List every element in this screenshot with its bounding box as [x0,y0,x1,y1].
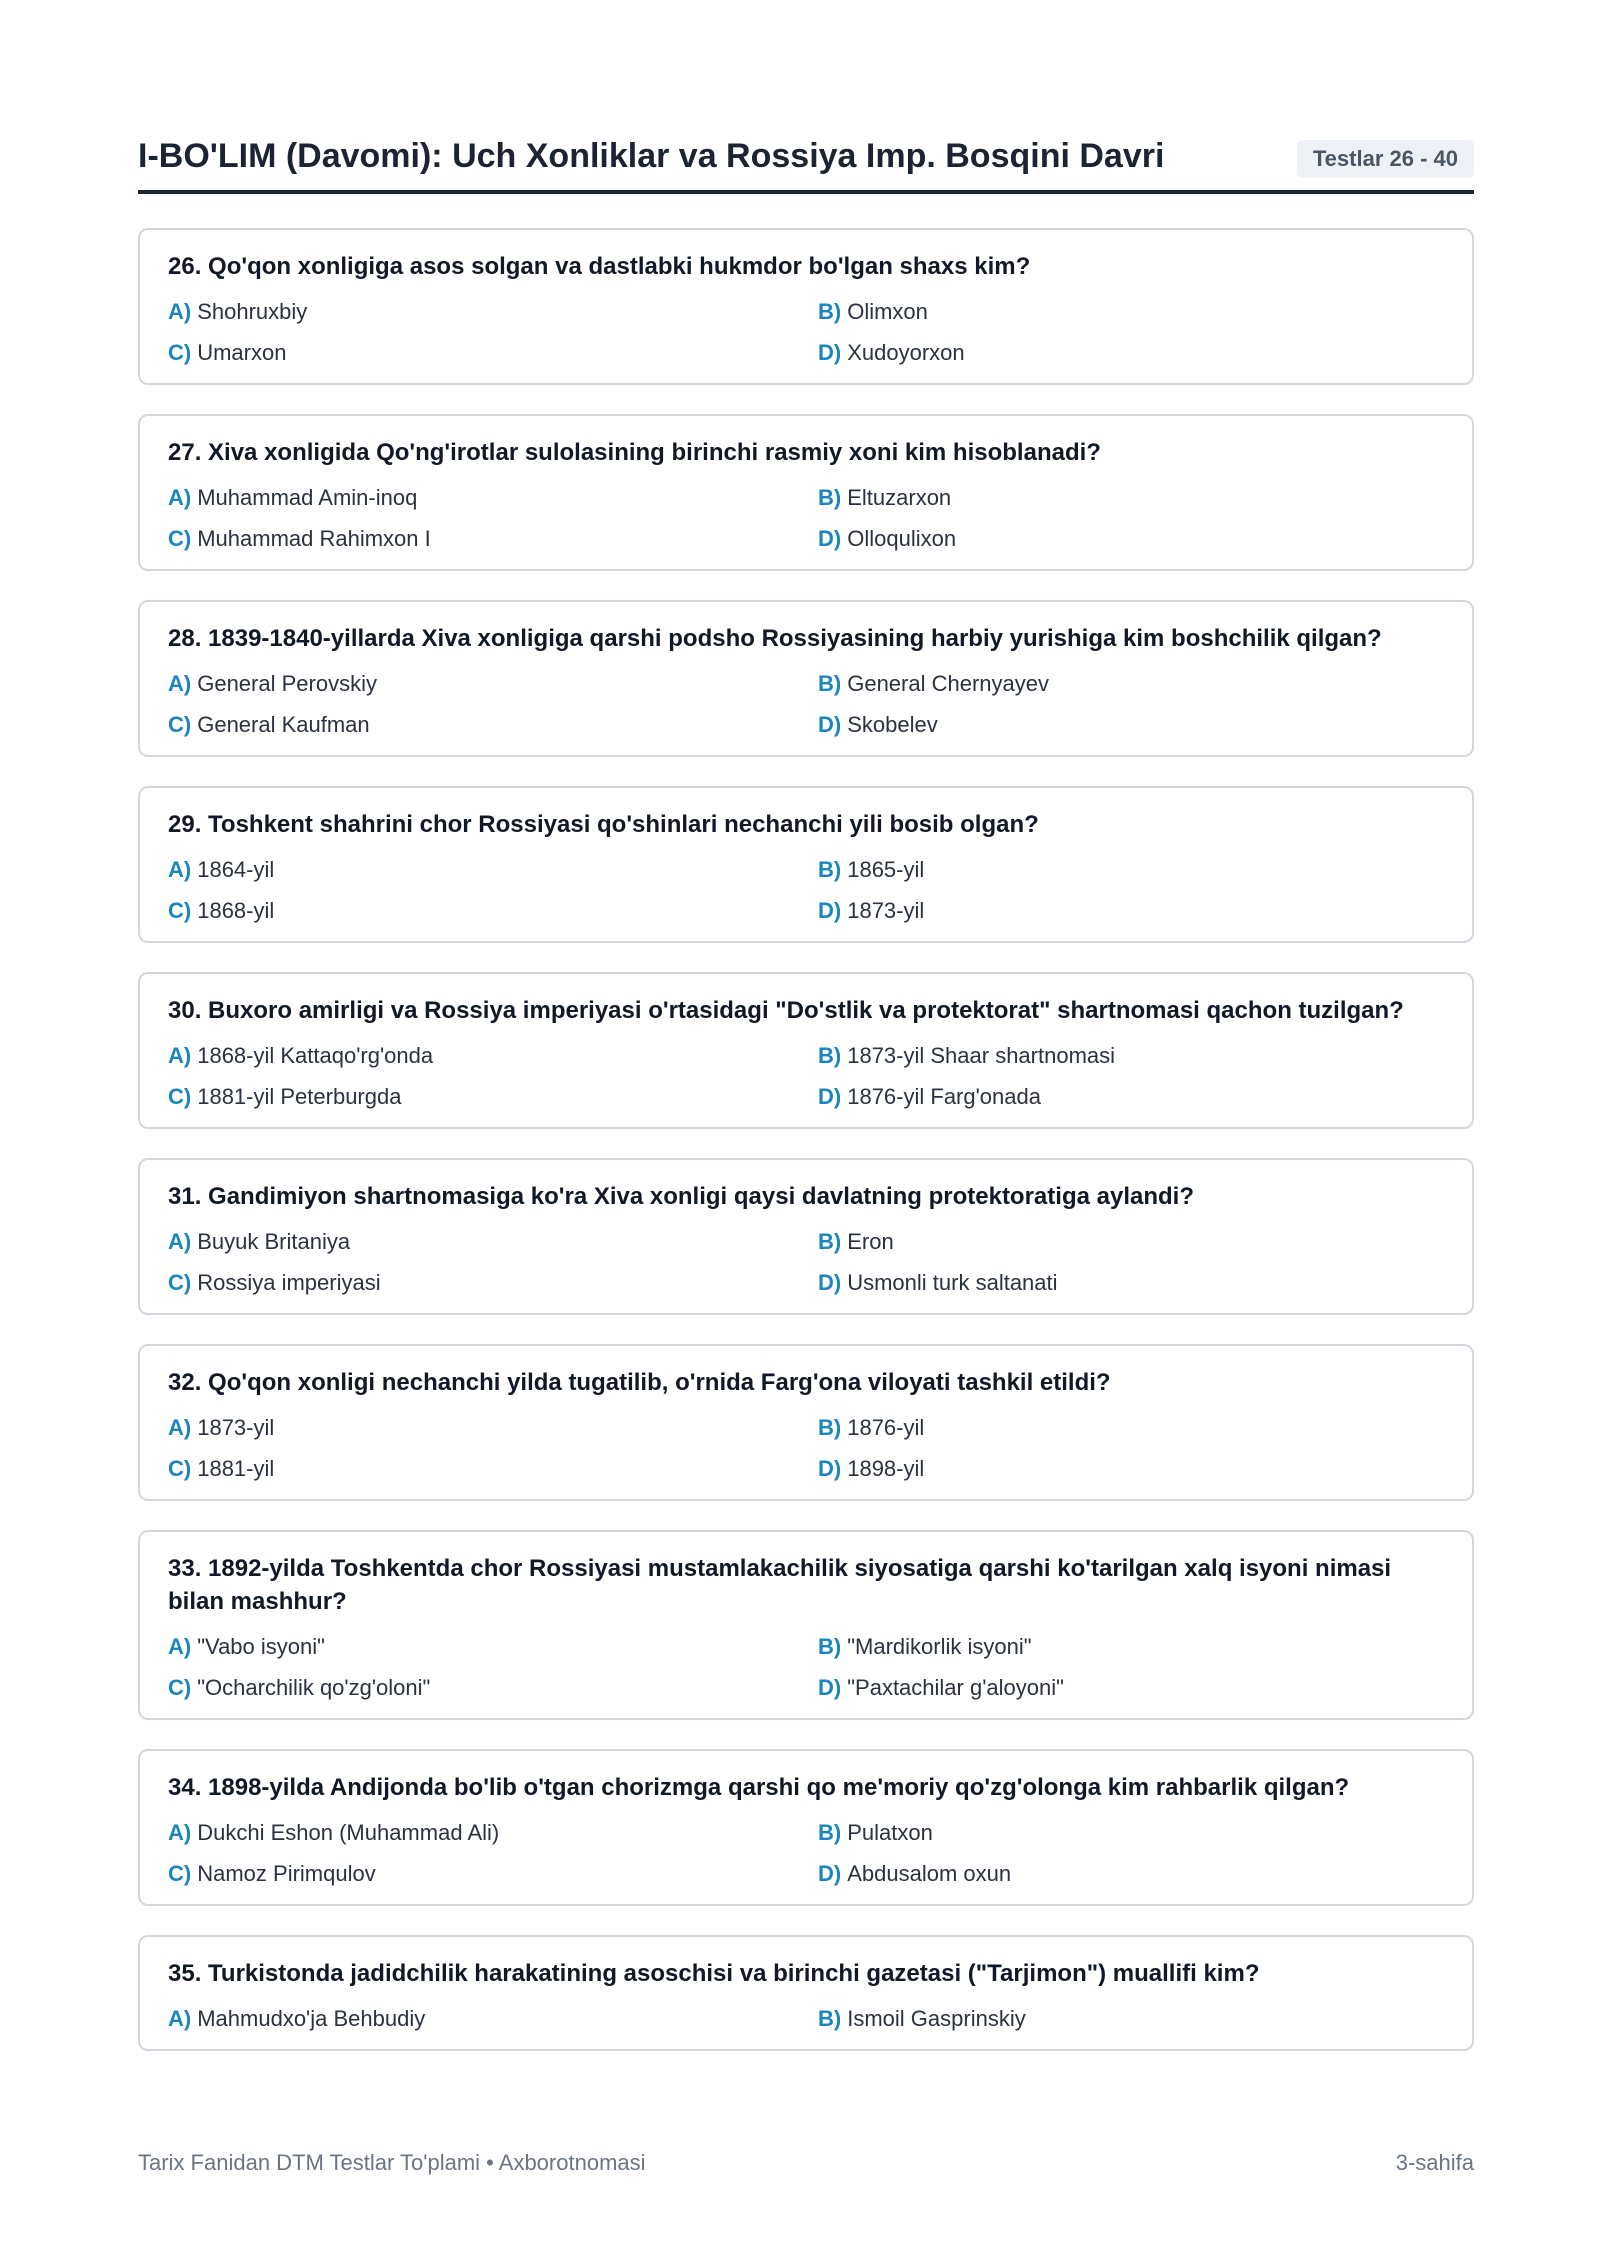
option-text: 1868-yil Kattaqo'rg'onda [197,1043,434,1068]
option-text: 1881-yil Peterburgda [197,1084,402,1109]
answer-option[interactable] [818,1039,1468,1072]
option-letter: B) [818,1415,842,1440]
option-letter: A) [168,299,192,324]
option-letter: C) [168,712,192,737]
option-letter: B) [818,1820,842,1845]
option-letter: C) [168,1084,192,1109]
question-text: 30. Buxoro amirligi va Rossiya imperiyasi o'rtasidagi "Do'stlik va protektorat" shartnomasi qachon tuzilgan? [168,997,1404,1024]
answer-option[interactable] [168,336,818,369]
option-text: 1881-yil [197,1456,275,1481]
option-text: Shohruxbiy [197,299,308,324]
option-text: "Paxtachilar g'aloyoni" [847,1675,1064,1700]
option-letter: C) [168,1456,192,1481]
option-letter: A) [168,1415,192,1440]
answer-option[interactable] [168,1857,818,1890]
answer-option[interactable] [168,1671,818,1704]
option-text: General Chernyayev [847,671,1049,696]
answer-option[interactable] [818,1857,1468,1890]
answer-option[interactable] [168,1411,818,1444]
option-text: 1865-yil [847,857,925,882]
option-text: 1898-yil [847,1456,925,1481]
answer-option[interactable] [818,1630,1468,1663]
question-text: 33. 1892-yilda Toshkentda chor Rossiyasi mustamlakachilik siyosatiga qarshi ko'tarilgan xalq isyoni nimasi bilan mashhur? [168,1555,1392,1615]
answer-option[interactable] [818,1080,1468,1113]
option-letter: B) [818,485,842,510]
answer-option[interactable] [818,1411,1468,1444]
page-number: 3-sahifa [1395,2150,1474,2175]
option-letter: A) [168,1229,192,1254]
option-letter: D) [818,1861,842,1886]
option-letter: B) [818,1634,842,1659]
option-letter: B) [818,671,842,696]
answer-options [168,2002,1444,2035]
answer-options [168,481,1444,555]
question-card [138,972,1474,1129]
option-text: Mahmudxo'ja Behbudiy [197,2006,426,2031]
question-text: 35. Turkistonda jadidchilik harakatining asoschisi va birinchi gazetasi ("Tarjimon") muallifi kim? [168,1960,1260,1987]
option-letter: D) [818,340,842,365]
option-letter: A) [168,1634,192,1659]
option-text: 1876-yil [847,1415,925,1440]
question-text: 31. Gandimiyon shartnomasiga ko'ra Xiva xonligi qaysi davlatning protektoratiga aylandi? [168,1183,1194,1210]
option-text: Olimxon [847,299,928,324]
option-letter: A) [168,1820,192,1845]
answer-option[interactable] [818,708,1468,741]
option-letter: A) [168,857,192,882]
option-text: Umarxon [197,340,287,365]
answer-option[interactable] [168,522,818,555]
answer-options [168,1411,1444,1485]
option-letter: C) [168,1675,192,1700]
answer-option[interactable] [818,667,1468,700]
answer-option[interactable] [818,522,1468,555]
question-card [138,414,1474,571]
option-letter: D) [818,1084,842,1109]
question-text: 29. Toshkent shahrini chor Rossiyasi qo'shinlari nechanchi yili bosib olgan? [168,811,1039,838]
answer-option[interactable] [168,1225,818,1258]
option-text: Xudoyorxon [847,340,965,365]
answer-options [168,1039,1444,1113]
answer-option[interactable] [168,1630,818,1663]
answer-option[interactable] [168,853,818,886]
answer-option[interactable] [818,1266,1468,1299]
option-letter: A) [168,2006,192,2031]
answer-option[interactable] [818,481,1468,514]
answer-option[interactable] [818,336,1468,369]
option-text: Abdusalom oxun [847,1861,1012,1886]
footer-title: Tarix Fanidan DTM Testlar To'plami • Axborotnomasi [138,2150,646,2175]
option-text: Buyuk Britaniya [197,1229,351,1254]
question-card [138,600,1474,757]
question-card [138,1530,1474,1720]
question-text: 34. 1898-yilda Andijonda bo'lib o'tgan chorizmga qarshi qo me'moriy qo'zg'olonga kim rahbarlik qilgan? [168,1774,1350,1801]
option-letter: C) [168,526,192,551]
option-text: "Mardikorlik isyoni" [847,1634,1032,1659]
option-text: 1873-yil [847,898,925,923]
option-text: Pulatxon [847,1820,933,1845]
answer-option[interactable] [818,894,1468,927]
answer-option[interactable] [168,1080,818,1113]
question-text: 26. Qo'qon xonligiga asos solgan va dastlabki hukmdor bo'lgan shaxs kim? [168,253,1031,280]
question-text: 28. 1839-1840-yillarda Xiva xonligiga qarshi podsho Rossiyasining harbiy yurishiga kim boshchilik qilgan? [168,625,1382,652]
answer-option[interactable] [168,894,818,927]
answer-option[interactable] [168,1452,818,1485]
option-text: "Ocharchilik qo'zg'oloni" [197,1675,431,1700]
answer-option[interactable] [818,295,1468,328]
option-text: Olloqulixon [847,526,957,551]
answer-options [168,295,1444,369]
answer-option[interactable] [168,1039,818,1072]
option-text: 1868-yil [197,898,275,923]
option-letter: B) [818,1043,842,1068]
questions-list [138,228,1474,2126]
option-text: Eltuzarxon [847,485,952,510]
question-card [138,1344,1474,1501]
section-title: I-BO'LIM (Davomi): Uch Xonliklar va Rossiya Imp. Bosqini Davri [138,137,1165,175]
option-letter: C) [168,1861,192,1886]
option-text: Rossiya imperiyasi [197,1270,381,1295]
question-card [138,1158,1474,1315]
option-letter: C) [168,340,192,365]
page-header [138,132,1474,194]
question-text: 32. Qo'qon xonligi nechanchi yilda tugatilib, o'rnida Farg'ona viloyati tashkil etildi? [168,1369,1111,1396]
option-letter: D) [818,712,842,737]
option-text: Muhammad Amin-inoq [197,485,418,510]
option-letter: A) [168,671,192,696]
option-letter: C) [168,898,192,923]
answer-option[interactable] [168,1816,818,1849]
option-text: 1873-yil [197,1415,275,1440]
answer-option[interactable] [818,1816,1468,1849]
page-footer [138,2150,1474,2176]
answer-option[interactable] [818,2002,1468,2035]
answer-option[interactable] [168,667,818,700]
answer-option[interactable] [168,295,818,328]
option-text: Ismoil Gasprinskiy [847,2006,1026,2031]
test-range-badge: Testlar 26 - 40 [1297,140,1474,178]
question-card [138,786,1474,943]
option-text: Muhammad Rahimxon I [197,526,431,551]
option-text: Eron [847,1229,894,1254]
answer-option[interactable] [818,1225,1468,1258]
option-text: 1873-yil Shaar shartnomasi [847,1043,1116,1068]
option-text: General Kaufman [197,712,370,737]
answer-option[interactable] [818,853,1468,886]
answer-option[interactable] [168,481,818,514]
option-text: Usmonli turk saltanati [847,1270,1058,1295]
answer-options [168,1816,1444,1890]
answer-options [168,1630,1444,1704]
option-letter: C) [168,1270,192,1295]
answer-option[interactable] [168,708,818,741]
answer-option[interactable] [818,1671,1468,1704]
option-letter: D) [818,1270,842,1295]
option-text: Namoz Pirimqulov [197,1861,376,1886]
answer-option[interactable] [168,2002,818,2035]
answer-option[interactable] [168,1266,818,1299]
answer-options [168,853,1444,927]
option-text: 1864-yil [197,857,275,882]
option-letter: B) [818,1229,842,1254]
option-text: 1876-yil Farg'onada [847,1084,1041,1109]
option-letter: B) [818,857,842,882]
option-letter: D) [818,1675,842,1700]
option-text: "Vabo isyoni" [197,1634,325,1659]
question-card [138,1749,1474,1906]
option-letter: B) [818,299,842,324]
question-card [138,1935,1474,2051]
answer-option[interactable] [818,1452,1468,1485]
answer-options [168,667,1444,741]
option-text: General Perovskiy [197,671,377,696]
option-text: Dukchi Eshon (Muhammad Ali) [197,1820,500,1845]
option-letter: D) [818,1456,842,1481]
option-letter: A) [168,485,192,510]
option-text: Skobelev [847,712,938,737]
option-letter: B) [818,2006,842,2031]
option-letter: D) [818,898,842,923]
question-text: 27. Xiva xonligida Qo'ng'irotlar sulolasining birinchi rasmiy xoni kim hisoblanadi? [168,439,1101,466]
question-card [138,228,1474,385]
answer-options [168,1225,1444,1299]
option-letter: D) [818,526,842,551]
option-letter: A) [168,1043,192,1068]
